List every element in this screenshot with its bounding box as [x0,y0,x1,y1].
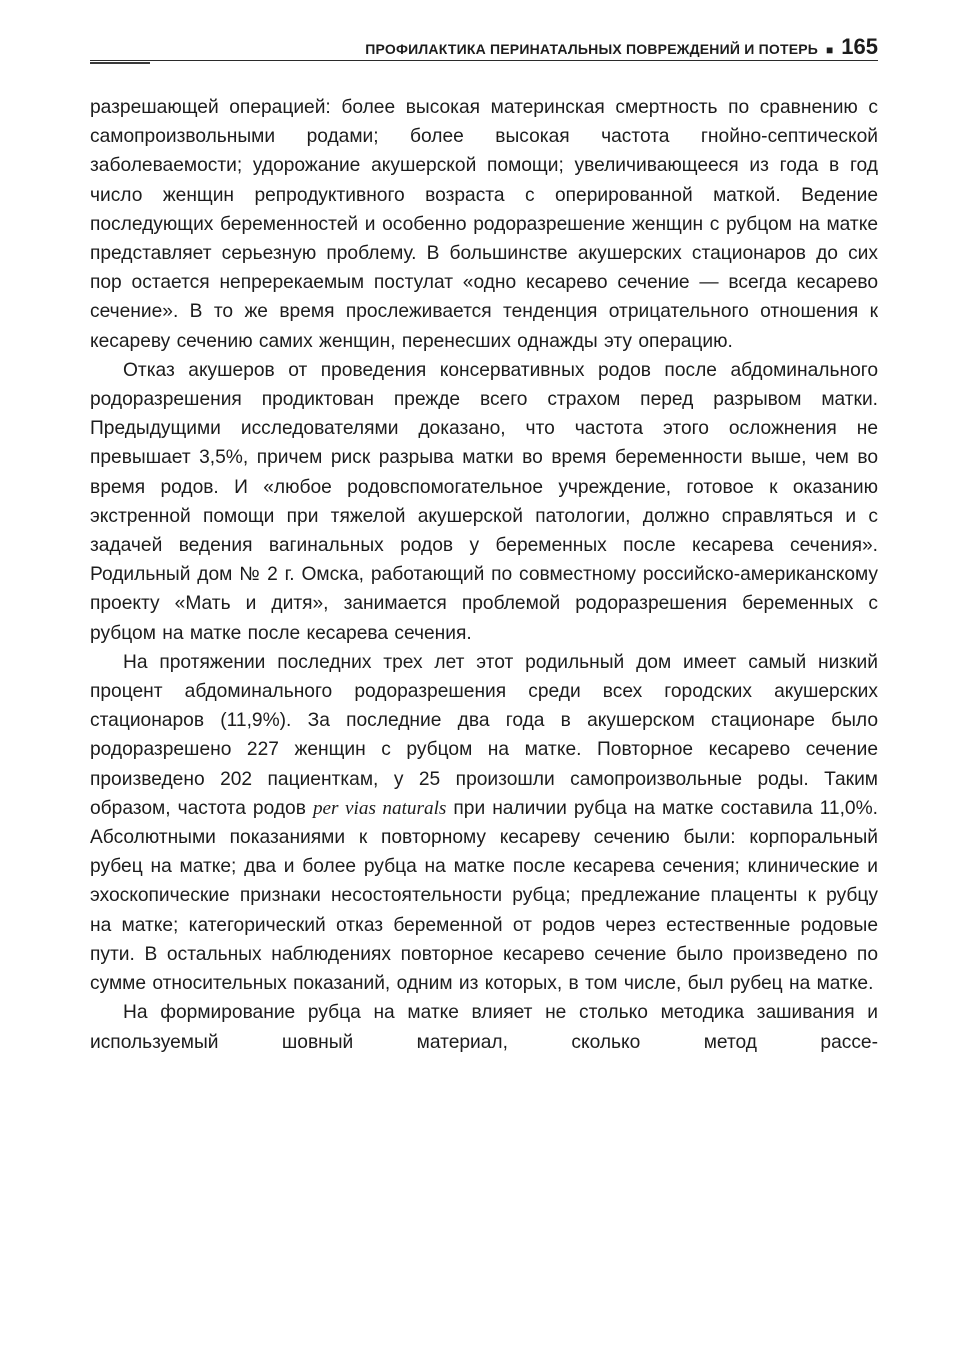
running-title: ПРОФИЛАКТИКА ПЕРИНАТАЛЬНЫХ ПОВРЕЖДЕНИЙ И ПОТЕРЬ [365,41,819,57]
paragraph-1: разрешающей операцией: более высокая материнская смертность по сравнению с самопроизвольными родами; более высокая частота гнойно-септической заболеваемости; удорожание акушерской помощи; увеличивающееся из года в год число женщин репродуктивного возраста с оперированной маткой. Ведение последующих беременностей и особенно родоразрешение женщин с рубцом на матке представляет серьезную проблему. В большинстве акушерских стационаров до сих пор остается непререкаемым постулат «одно кесарево сечение — всегда кесарево сечение». В то же время прослеживается тенденция отрицательного отношения к кесареву сечению самих женщин, перенесших однажды эту операцию. [90,97,878,352]
paragraph-3-latin-term: per vias naturals [312,797,447,819]
running-header [90,34,878,61]
paragraph-3 [90,648,878,998]
paragraph-3-text-after: при наличии рубца на матке составила 11,0%. Абсолютными показаниями к повторному кесареву сечению были: корпоральный рубец на матке; два и более рубца на матке после кесарева сечения; клинические и эхоскопические признаки несостоятельности рубца; предлежание плаценты к рубцу на матке; категорический отказ беременной от родов через естественные родовые пути. В остальных наблюдениях повторное кесарево сечение было произведено по сумме относительных показаний, одним из которых, в том числе, был рубец на матке. [90,797,878,995]
page-number: 165 [841,34,878,59]
header-bullet: ■ [826,43,834,57]
paragraph-2: Отказ акушеров от проведения консервативных родов после абдоминального родоразрешения продиктован прежде всего страхом перед разрывом матки. Предыдущими исследователями доказано, что частота этого осложнения не превышает 3,5%, причем риск разрыва матки во время беременности выше, чем во время родов. И «любое родовспомогательное учреждение, готовое к оказанию экстренной помощи при тяжелой акушерской патологии, должно справляться и с задачей ведения вагинальных родов у беременных после кесарева сечения». Родильный дом № 2 г. Омска, работающий по совместному российско-американскому проекту «Мать и дитя», занимается проблемой родоразрешения беременных с рубцом на матке после кесарева сечения. [90,359,878,644]
body-text [90,93,878,1057]
paragraph-4: На формирование рубца на матке влияет не столько методика зашивания и используемый шовный материал, сколько метод рассе- [90,1002,878,1053]
header-rule-accent [90,62,150,64]
paragraph-3-text-before: На протяжении последних трех лет этот родильный дом имеет самый низкий процент абдоминального родоразрешения среди всех городских акушерских стационаров (11,9%). За последние два года в акушерском стационаре было родоразрешено 227 женщин с рубцом на матке. Повторное кесарево сечение произведено 202 пациенткам, у 25 произошли самопроизвольные роды. Таким образом, частота родов [90,651,878,819]
